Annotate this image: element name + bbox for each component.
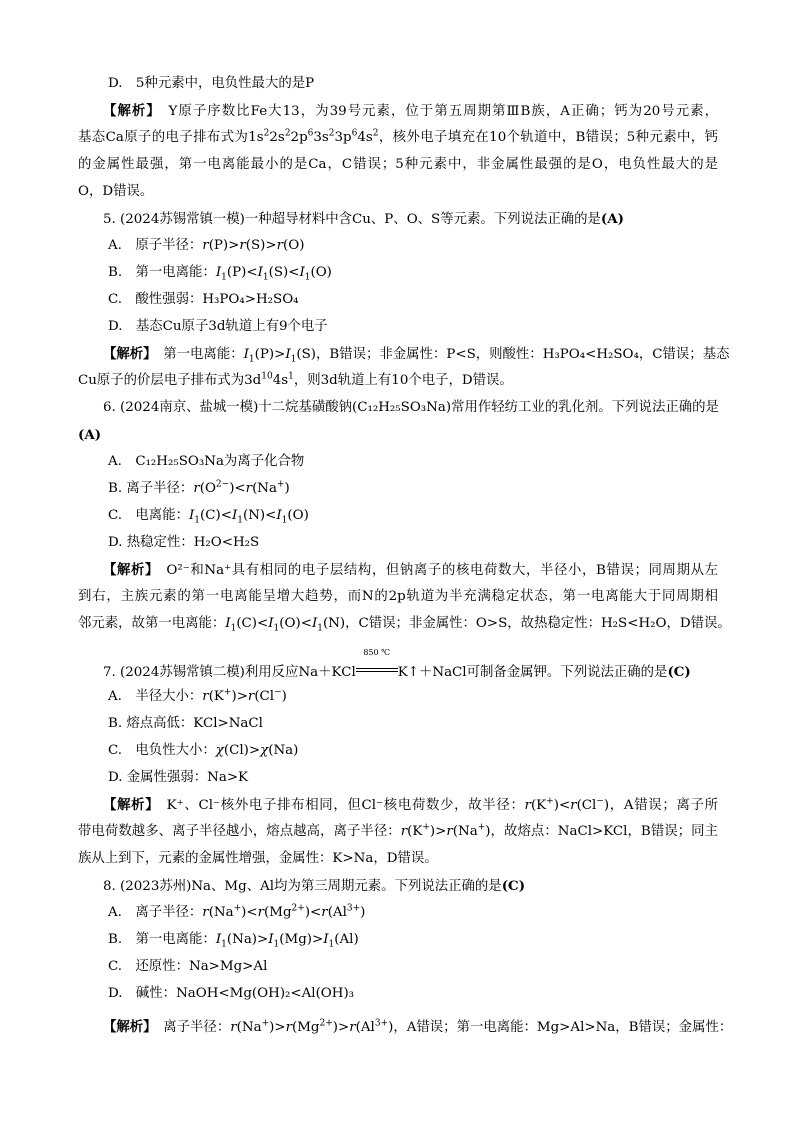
text: ，B错误；非金属性：P<S，则酸性：H₃PO₄<H₂SO₄，C错误；基态 (315, 347, 730, 362)
text: 基态Ca原子的电子排布式为1s (78, 130, 264, 145)
text: B. 第一电离能： (108, 265, 216, 280)
text: K⁺、Cl⁻核外电子排布相同，但Cl⁻核电荷数少，故半径： (166, 798, 525, 813)
q6-option-c: C. 电离能：$I_1(C)<I_1(N)<I_1(O)$ (108, 508, 309, 526)
reaction-condition: 850 ℃ (363, 648, 391, 657)
answer: (C) (501, 878, 526, 894)
q7-option-b: B. 熔点高低：KCl>NaCl (108, 716, 263, 731)
q5-stem (103, 210, 718, 229)
text: B. 离子半径： (108, 481, 194, 496)
text: A. 离子半径： (108, 905, 203, 920)
text: Cu原子的价层电子排布式为3d (78, 373, 262, 388)
analysis-tag: 【解析】 (103, 1019, 150, 1035)
q7-stem (103, 648, 718, 682)
text: ，核外电子填充在10个轨道中，B错误；5种元素中，钙 (378, 130, 718, 145)
text: ，则3d轨道上有10个电子，D错误。 (293, 373, 513, 388)
analysis-tag: 【解析】 (103, 103, 155, 119)
q8-option-b: B. 第一电离能：$I_1(Na)>I_1(Mg)>I_1(Al)$ (108, 932, 359, 950)
reaction-arrow (356, 648, 398, 676)
text: 8. (2023苏州)Na、Mg、Al均为第三周期元素。下列说法正确的是 (103, 879, 502, 894)
q6-option-d: D. 热稳定性：H₂O<H₂S (108, 535, 260, 550)
q4-option-d: D. 5种元素中，电负性最大的是P (108, 76, 315, 91)
q5-analysis-line-1: 【解析】 第一电离能：$I_1(P)>I_1(S)$，B错误；非金属性：P<S，则酸性：H₃PO₄<H₂SO₄，C错误；基态 (103, 346, 730, 365)
text: Y原子序数比Fe大13，为39号元素，位于第五周期第ⅢB族，A正确；钙为20号元素， (168, 104, 718, 119)
q8-stem (103, 877, 718, 896)
q6-analysis-line-3: 邻元素，故第一电离能：$I_1(C)<I_1(O)<I_1(N)$，C错误；非金属性：O>S，故热稳定性：H₂S<H₂O，D错误。 (78, 616, 731, 634)
q4-analysis-line-3: 的金属性最强，第一电离能最小的是Ca，C错误；5种元素中，非金属性最强的是O，电负性最大的是 (78, 157, 718, 172)
text: A. 原子半径： (108, 238, 203, 253)
q8-option-c: C. 还原性：Na>Mg>Al (108, 959, 268, 974)
text: 离子半径： (163, 1020, 231, 1035)
analysis-tag: 【解析】 (103, 797, 153, 813)
q6-option-a: A. C₁₂H₂₅SO₃Na为离子化合物 (108, 454, 305, 469)
text: 5. (2024苏锡常镇一模)一种超导材料中含Cu、P、O、S等元素。下列说法正确的是 (103, 212, 601, 227)
q6-analysis-line-1 (103, 561, 718, 580)
text: C. 电离能： (108, 508, 189, 523)
q5-option-c: C. 酸性强弱：H₃PO₄>H₂SO₄ (108, 292, 299, 307)
answer: (C) (667, 664, 691, 680)
text: 7. (2024苏锡常镇二模)利用反应Na＋KCl (103, 665, 356, 680)
q6-option-b: B. 离子半径：$r(O^{2-})<r(Na^+)$ (108, 479, 290, 496)
text: B. 第一电离能： (108, 932, 216, 947)
q4-analysis-line-2: 基态Ca原子的电子排布式为$1s^22s^22p^63s^23p^64s^2$，核外电子填充在10个轨道中，B错误；5种元素中，钙 (78, 128, 718, 145)
text: O²⁻和Na⁺具有相同的电子层结构，但钠离子的核电荷数大，半径小，B错误；同周期从左 (166, 563, 718, 578)
text: ，故熔点：NaCl>KCl，B错误；同主 (490, 824, 718, 839)
text: 邻元素，故第一电离能： (78, 616, 226, 631)
text: K↑＋NaCl可制备金属钾。下列说法正确的是 (397, 665, 668, 680)
text: ，A错误；离子所 (609, 798, 718, 813)
q5-option-d: D. 基态Cu原子3d轨道上有9个电子 (108, 319, 328, 334)
q5-analysis-line-2: Cu原子的价层电子排布式为$3d^{10}4s^1$，则3d轨道上有10个电子，D错误。 (78, 371, 513, 388)
q7-analysis-line-3: 族从上到下，元素的金属性增强，金属性：K>Na，D错误。 (78, 851, 438, 866)
q7-analysis-line-2: 带电荷数越多、离子半径越小，熔点越高，离子半径：r(K+)>r(Na+)，故熔点：NaCl>KCl，B错误；同主 (78, 822, 718, 839)
text: 第一电离能： (163, 347, 244, 362)
q6-answer: (A) (78, 427, 102, 443)
text: C. 电负性大小： (108, 743, 216, 758)
analysis-tag: 【解析】 (103, 346, 150, 362)
q8-option-a: A. 离子半径：$r(Na^+)<r(Mg^{2+})<r(Al^{3+})$ (108, 903, 366, 920)
q7-option-d: D. 金属性强弱：Na>K (108, 770, 249, 785)
answer: (A) (600, 211, 624, 227)
q6-analysis-line-2: 到右，主族元素的第一电离能呈增大趋势，而N的2p轨道为半充满稳定状态，第一电离能大于同周期相 (78, 589, 718, 604)
q6-stem: 6. (2024南京、盐城一模)十二烷基磺酸钠(C₁₂H₂₅SO₃Na)常用作轻纺工业的乳化剂。下列说法正确的是 (103, 400, 719, 415)
q4-analysis-line-4: O，D错误。 (78, 184, 154, 199)
q5-option-b: B. 第一电离能：$I_1(P)<I_1(S)<I_1(O)$ (108, 265, 332, 283)
q7-option-c: C. 电负性大小：χ(Cl)>χ(Na) (108, 743, 299, 758)
q7-option-a: A. 半径大小：r(K+)>r(Cl−) (108, 687, 287, 704)
text: A. 半径大小： (108, 689, 203, 704)
q7-analysis-line-1: 【解析】 K⁺、Cl⁻核外电子排布相同，但Cl⁻核电荷数少，故半径：r(K+)<r(Cl−)，A错误；离子所 (103, 796, 718, 813)
text: ，A错误；第一电离能：Mg>Al>Na，B错误；金属性： (393, 1020, 733, 1035)
q5-option-a: A. 原子半径：r(P)>r(S)>r(O) (108, 238, 305, 253)
q8-analysis-line-1: 【解析】 离子半径：$r(Na^+)>r(Mg^{2+})>r(Al^{3+})$，A错误；第一电离能：Mg>Al>Na，B错误；金属性： (103, 1018, 733, 1035)
text: 带电荷数越多、离子半径越小，熔点越高，离子半径： (78, 824, 401, 839)
q8-option-d: D. 碱性：NaOH<Mg(OH)₂<Al(OH)₃ (108, 986, 355, 1001)
q4-analysis-line-1 (103, 102, 718, 121)
analysis-tag: 【解析】 (103, 562, 153, 578)
text: ，C错误；非金属性：O>S，故热稳定性：H₂S<H₂O，D错误。 (345, 616, 731, 631)
